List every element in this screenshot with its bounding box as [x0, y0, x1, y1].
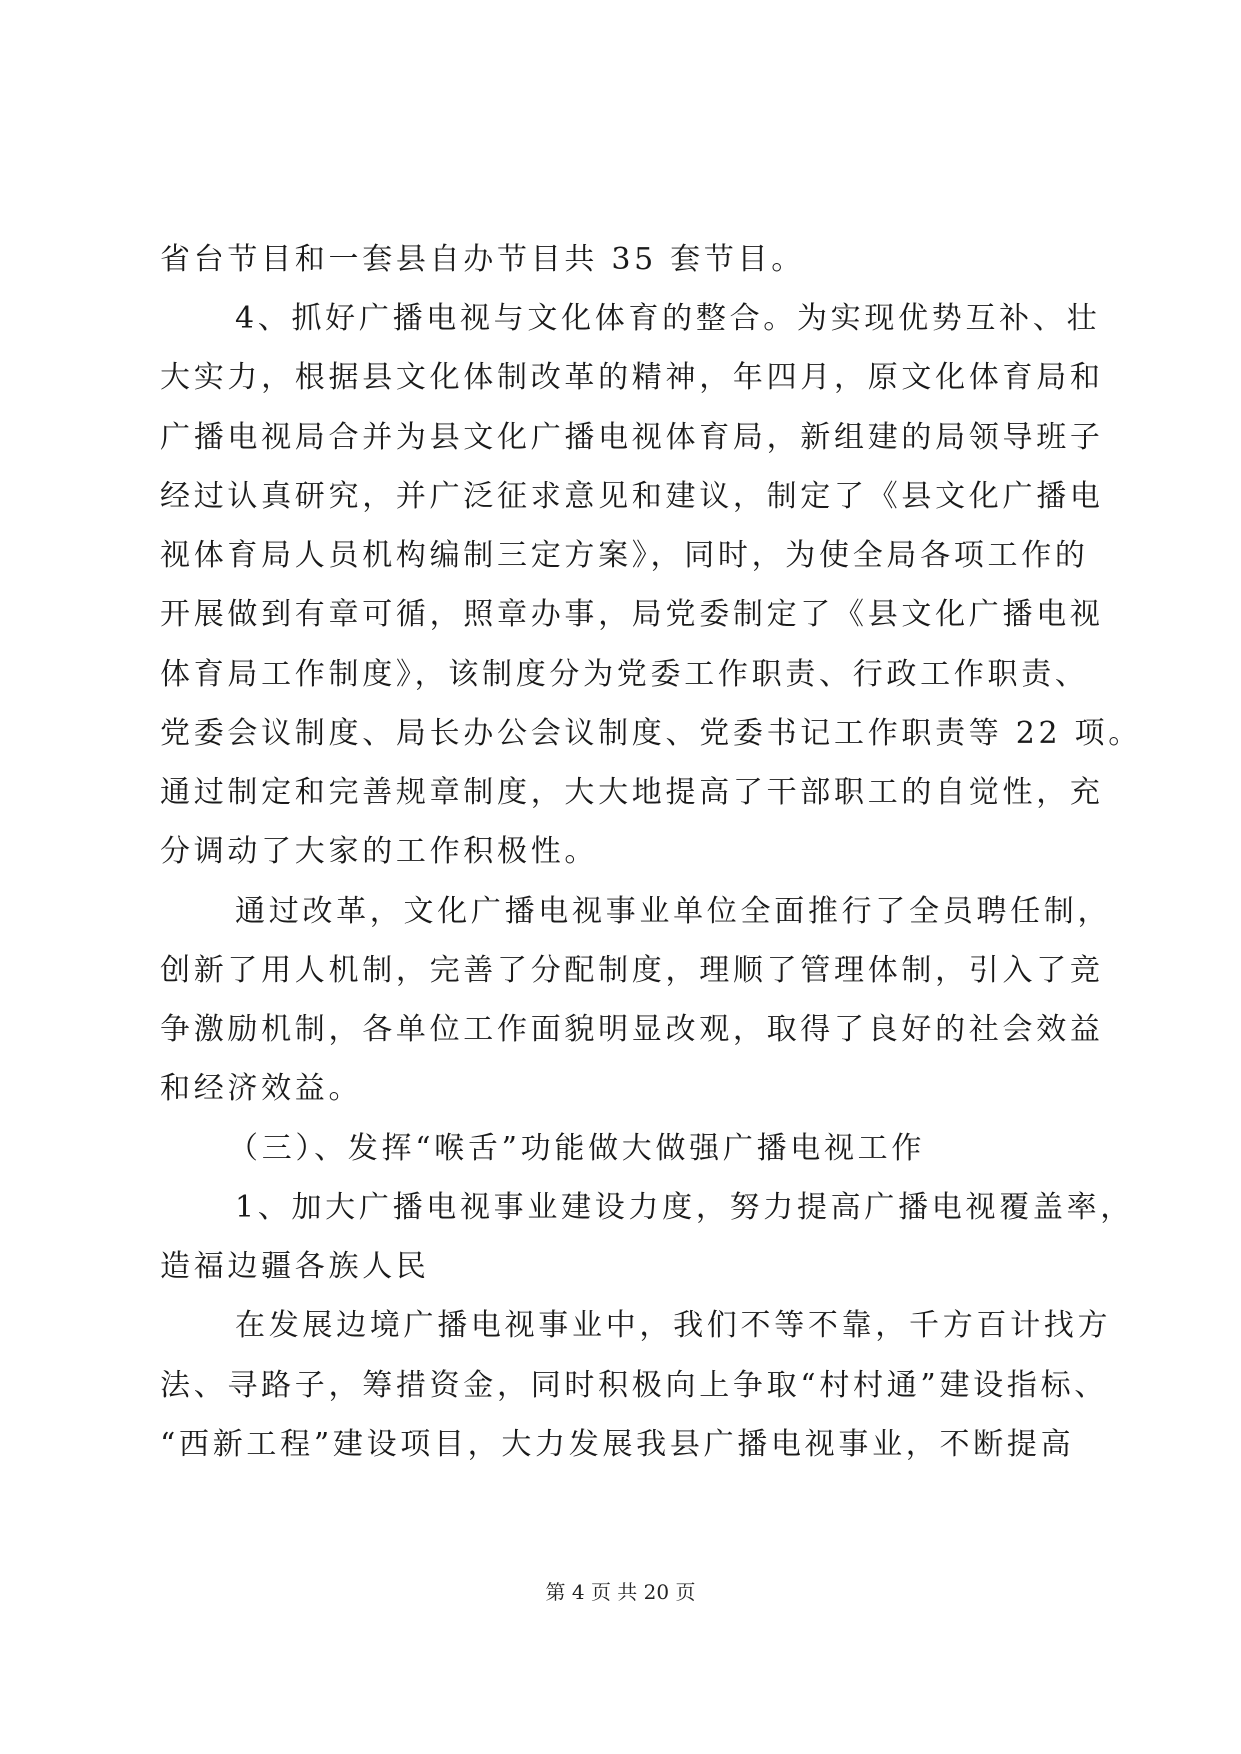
page-number-footer: 第 4 页 共 20 页: [545, 1580, 696, 1604]
text-line: 争激励机制，各单位工作面貌明显改观，取得了良好的社会效益: [160, 1012, 1104, 1047]
text-line: 通过制定和完善规章制度，大大地提高了干部职工的自觉性，充: [160, 775, 1104, 810]
text-line: 体育局工作制度》，该制度分为党委工作职责、行政工作职责、: [160, 657, 1089, 692]
text-line: 广播电视局合并为县文化广播电视体育局，新组建的局领导班子: [160, 420, 1104, 455]
text-line: 1、加大广播电视事业建设力度，努力提高广播电视覆盖率，: [235, 1190, 1134, 1225]
text-line: 和经济效益。: [160, 1071, 363, 1106]
text-line: 分调动了大家的工作积极性。: [160, 834, 599, 869]
text-line: 视体育局人员机构编制三定方案》，同时，为使全局各项工作的: [160, 538, 1089, 573]
section-heading: （三）、发挥“喉舌”功能做大做强广播电视工作: [228, 1131, 926, 1166]
text-line: 经过认真研究，并广泛征求意见和建议，制定了《县文化广播电: [160, 479, 1104, 514]
text-line: 法、寻路子，筹措资金，同时积极向上争取“村村通”建设指标、: [160, 1368, 1108, 1403]
text-line: 开展做到有章可循，照章办事，局党委制定了《县文化广播电视: [160, 597, 1104, 632]
text-line: 在发展边境广播电视事业中，我们不等不靠，千方百计找方: [235, 1308, 1112, 1343]
text-line: 4、抓好广播电视与文化体育的整合。为实现优势互补、壮: [235, 301, 1101, 336]
text-line: 省台节目和一套县自办节目共 35 套节目。: [160, 242, 805, 277]
text-line: 通过改革，文化广播电视事业单位全面推行了全员聘任制，: [235, 894, 1112, 929]
text-line: 党委会议制度、局长办公会议制度、党委书记工作职责等 22 项。: [160, 716, 1142, 751]
text-line: 大实力，根据县文化体制改革的精神，年四月，原文化体育局和: [160, 360, 1104, 395]
text-line: “西新工程”建设项目，大力发展我县广播电视事业，不断提高: [160, 1427, 1075, 1462]
text-line: 造福边疆各族人民: [160, 1249, 430, 1284]
text-line: 创新了用人机制，完善了分配制度，理顺了管理体制，引入了竞: [160, 953, 1104, 988]
